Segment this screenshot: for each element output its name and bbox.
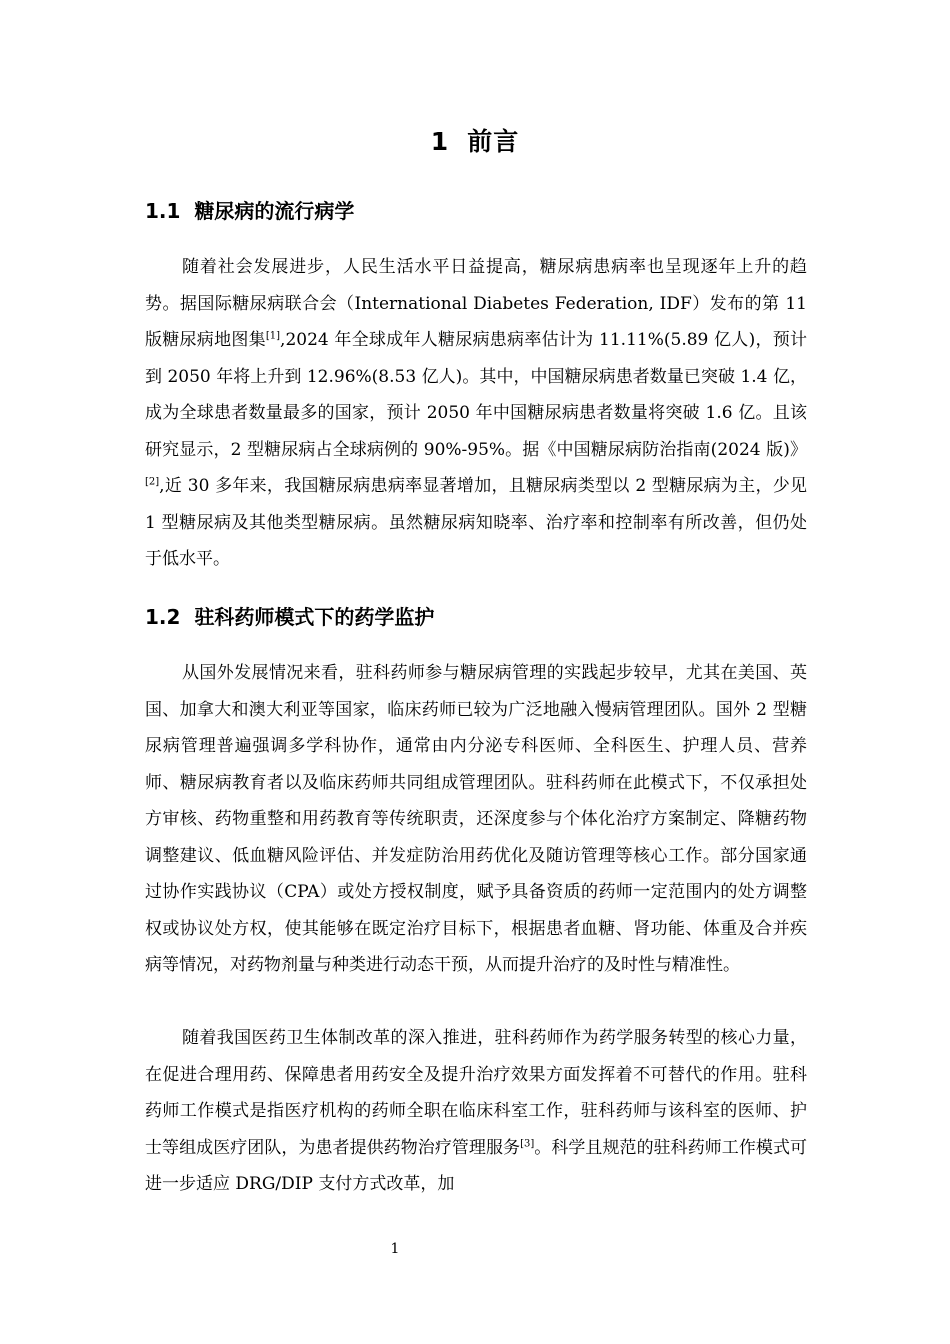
- paragraph-text: 随着社会发展进步，人民生活水平日益提高，糖尿病患病率也呈现逐年上升的趋势。据国际糖尿病联合会（International Diabetes Federation, IDF）发布的第 11 版糖尿病地图集: [145, 257, 807, 350]
- citation-ref[interactable]: [2]: [145, 476, 160, 488]
- page-number: 1: [390, 1241, 400, 1257]
- paragraph-text: 随着我国医药卫生体制改革的深入推进，驻科药师作为药学服务转型的核心力量，在促进合理用药、保障患者用药安全及提升治疗效果方面发挥着不可替代的作用。驻科药师工作模式是指医疗机构的药师全职在临床科室工作，驻科药师与该科室的医师、护士等组成医疗团队，为患者提供药物治疗管理服务: [145, 1028, 807, 1158]
- paragraph-text: ,2024 年全球成年人糖尿病患病率估计为 11.11%(5.89 亿人)，预计到 2050 年将上升到 12.96%(8.53 亿人)。其中，中国糖尿病患者数量已突破 1.4 亿，成为全球患者数量最多的国家，预计 2050 年中国糖尿病患者数量将突破 1.6 亿。且该研究显示，2 型糖尿病占全球病例的 90%-95%。据《中国糖尿病防治指南(2024 版)》: [145, 330, 807, 460]
- chapter-number: 1: [430, 127, 450, 156]
- paragraph-domestic-practice: [145, 1020, 807, 1203]
- paragraph-foreign-practice: 从国外发展情况来看，驻科药师参与糖尿病管理的实践起步较早，尤其在美国、英国、加拿大和澳大利亚等国家，临床药师已较为广泛地融入慢病管理团队。国外 2 型糖尿病管理普遍强调多学科协作，通常由内分泌专科医师、全科医生、护理人员、营养师、糖尿病教育者以及临床药师共同组成管理团队。驻科药师在此模式下，不仅承担处方审核、药物重整和用药教育等传统职责，还深度参与个体化治疗方案制定、降糖药物调整建议、低血糖风险评估、并发症防治用药优化及随访管理等核心工作。部分国家通过协作实践协议（CPA）或处方授权制度，赋予具备资质的药师一定范围内的处方调整权或协议处方权，使其能够在既定治疗目标下，根据患者血糖、肾功能、体重及合并疾病等情况，对药物剂量与种类进行动态干预，从而提升治疗的及时性与精准性。: [145, 663, 807, 975]
- section-1-1-heading: [145, 196, 825, 226]
- chapter-title: [0, 124, 950, 160]
- section-1-2-heading: [145, 602, 825, 632]
- section-number: 1.2: [145, 605, 181, 629]
- section-number: 1.1: [145, 199, 181, 223]
- section-title: 糖尿病的流行病学: [194, 199, 355, 223]
- chapter-title-text: 前言: [467, 127, 520, 156]
- paragraph-epidemiology: [145, 249, 807, 578]
- citation-ref[interactable]: [1]: [265, 330, 281, 342]
- section-title: 驻科药师模式下的药学监护: [194, 605, 435, 629]
- paragraph-text: ,近 30 多年来，我国糖尿病患病率显著增加，且糖尿病类型以 2 型糖尿病为主，少见 1 型糖尿病及其他类型糖尿病。虽然糖尿病知晓率、治疗率和控制率有所改善，但仍处于低水平。: [145, 476, 807, 569]
- paragraph-text: 。科学且规范的驻科药师工作模式可进一步适应 DRG/DIP 支付方式改革，加: [145, 1137, 808, 1194]
- citation-ref[interactable]: [3]: [520, 1137, 535, 1149]
